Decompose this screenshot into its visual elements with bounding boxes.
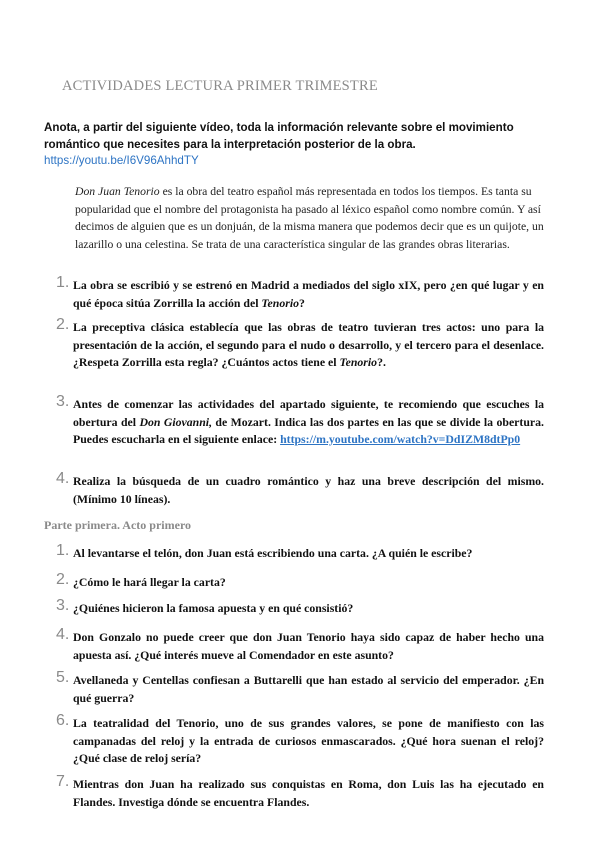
intro-text: es la obra del teatro español más representada en todos los tiempos. Es tanta su popularidad que el nombre del protagonista ha pasado al léxico español como nombre común. Y así decimos de alguien que es un donjuán, de la misma manera que podemos decir que es un quijote, un lazarillo o una celestina. Se trata de una característica singular de las grandes obras literarias. [75,185,544,251]
obertura-link[interactable]: https://m.youtube.com/watch?v=DdIZM8dtPp0 [280,432,521,446]
intro-paragraph [75,183,545,253]
question-b-6 [56,712,544,768]
question-a-3 [56,393,544,449]
question-a-4 [56,470,544,508]
question-text: Mientras don Juan ha realizado sus conquistas en Roma, don Luis las ha ejecutado en Flandes. Investiga dónde se encuentra Flandes. [73,777,544,809]
question-number: 1. [56,274,70,291]
question-text: ¿Cómo le hará llegar la carta? [73,575,226,589]
question-b-5 [56,669,544,707]
question-b-7 [56,773,544,811]
work-title: Don Juan Tenorio [75,185,160,198]
question-number: 3. [56,597,70,614]
question-text: ¿Quiénes hicieron la famosa apuesta y en qué consistió? [73,601,354,615]
question-text: Don Gonzalo no puede creer que don Juan Tenorio haya sido capaz de haber hecho una apuesta así. ¿Qué interés mueve al Comendador en este asunto? [73,630,544,662]
question-number: 2. [56,571,70,588]
question-text: Realiza la búsqueda de un cuadro romántico y haz una breve descripción del mismo. (Mínimo 10 líneas). [73,474,544,506]
question-b-4 [56,626,544,664]
question-a-1 [56,274,544,312]
question-b-1 [56,542,544,563]
question-number: 5. [56,669,70,686]
question-number: 4. [56,626,70,643]
section-title: Parte primera. Acto primero [44,518,192,532]
question-text: Al levantarse el telón, don Juan está escribiendo una carta. ¿A quién le escribe? [73,546,473,560]
question-text: La preceptiva clásica establecía que las obras de teatro tuvieran tres actos: uno para la presentación de la acción, el segundo para el nudo o desarrollo, y el tercero para el desenlace. ¿Respeta Zorrilla esta regla? ¿Cuántos actos tiene el Tenorio?. [73,320,544,369]
instruction-paragraph [44,120,552,170]
question-b-2 [56,571,544,592]
question-number: 1. [56,542,70,559]
question-number: 4. [56,470,70,487]
question-text: La obra se escribió y se estrenó en Madrid a mediados del siglo xIX, pero ¿en qué lugar y en qué época sitúa Zorrilla la acción del Tenorio? [73,278,544,310]
question-text: Avellaneda y Centellas confiesan a Buttarelli que han estado al servicio del emperador. ¿En qué guerra? [73,673,544,705]
question-a-2 [56,316,544,372]
question-number: 2. [56,316,70,333]
question-text: Antes de comenzar las actividades del apartado siguiente, te recomiendo que escuches la obertura del Don Giovanni, de Mozart. Indica las dos partes en las que se divide la obertura. Puedes escucharla en el siguiente enlace: https://m.youtube.com/watch?v=DdIZM8dtPp0 [73,397,544,446]
video-link[interactable]: https://youtu.be/I6V96AhhdTY [44,154,199,167]
question-b-3 [56,597,544,618]
question-number: 7. [56,773,70,790]
question-text: La teatralidad del Tenorio, uno de sus grandes valores, se pone de manifiesto con las campanadas del reloj y la entrada de curiosos enmascarados. ¿Qué hora suenan el reloj? ¿Qué clase de reloj sería? [73,716,544,765]
question-number: 6. [56,712,70,729]
instruction-text: Anota, a partir del siguiente vídeo, toda la información relevante sobre el movimiento romántico que necesites para la interpretación posterior de la obra. [44,121,514,151]
page-title: ACTIVIDADES LECTURA PRIMER TRIMESTRE [62,78,378,94]
question-number: 3. [56,393,70,410]
